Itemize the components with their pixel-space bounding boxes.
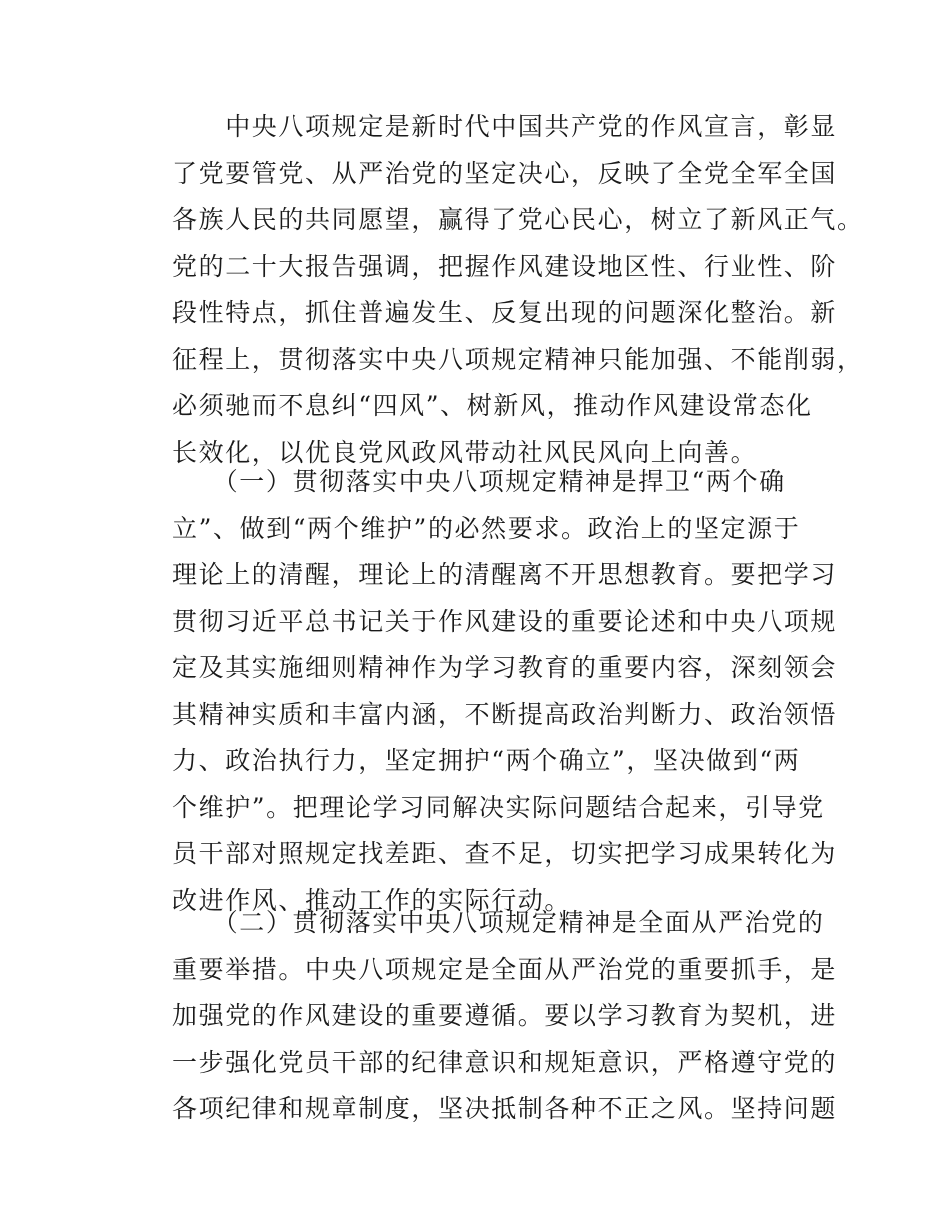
text-line: 长效化，以优良党风政风带动社风民风向上向善。: [172, 437, 758, 467]
paragraph-section-two: [172, 900, 838, 1133]
text-line: （二）贯彻落实中央八项规定精神是全面从严治党的: [172, 908, 825, 937]
text-line: 一步强化党员干部的纪律意识和规矩意识，严格遵守党的: [172, 1047, 838, 1077]
text-line: 征程上，贯彻落实中央八项规定精神只能加强、不能削弱，: [172, 344, 864, 374]
text-line: 重要举措。中央八项规定是全面从严治党的重要抓手，是: [172, 954, 838, 984]
text-line: 立”、做到“两个维护”的必然要求。政治上的坚定源于: [172, 513, 801, 543]
text-line: 其精神实质和丰富内涵，不断提高政治判断力、政治领悟: [172, 699, 838, 729]
text-line: （一）贯彻落实中央八项规定精神是捍卫“两个确: [172, 467, 786, 496]
paragraph-section-one: [172, 459, 838, 924]
text-line: 了党要管党、从严治党的坚定决心，反映了全党全军全国: [172, 158, 838, 188]
text-line: 员干部对照规定找差距、查不足，切实把学习成果转化为: [172, 839, 838, 868]
text-line: 加强党的作风建设的重要遵循。要以学习教育为契机，进: [172, 1001, 838, 1030]
text-line: 贯彻习近平总书记关于作风建设的重要论述和中央八项规: [172, 606, 838, 636]
text-line: 各族人民的共同愿望，赢得了党心民心，树立了新风正气。: [172, 205, 864, 234]
text-line: 必须驰而不息纠“四风”、树新风，推动作风建设常态化: [172, 391, 813, 420]
paragraph-intro: [172, 104, 864, 476]
text-line: 定及其实施细则精神作为学习教育的重要内容，深刻领会: [172, 653, 838, 682]
text-line: 各项纪律和规章制度，坚决抵制各种不正之风。坚持问题: [172, 1094, 838, 1123]
text-line: 改进作风、推动工作的实际行动。: [172, 885, 572, 915]
text-line: 党的二十大报告强调，把握作风建设地区性、行业性、阶: [172, 251, 838, 281]
text-line: 段性特点，抓住普遍发生、反复出现的问题深化整治。新: [172, 298, 838, 327]
text-line: 力、政治执行力，坚定拥护“两个确立”，坚决做到“两: [172, 746, 801, 775]
text-line: 理论上的清醒，理论上的清醒离不开思想教育。要把学习: [172, 560, 838, 589]
text-line: 个维护”。把理论学习同解决实际问题结合起来，引导党: [172, 792, 825, 822]
text-line: 中央八项规定是新时代中国共产党的作风宣言，彰显: [172, 112, 838, 141]
